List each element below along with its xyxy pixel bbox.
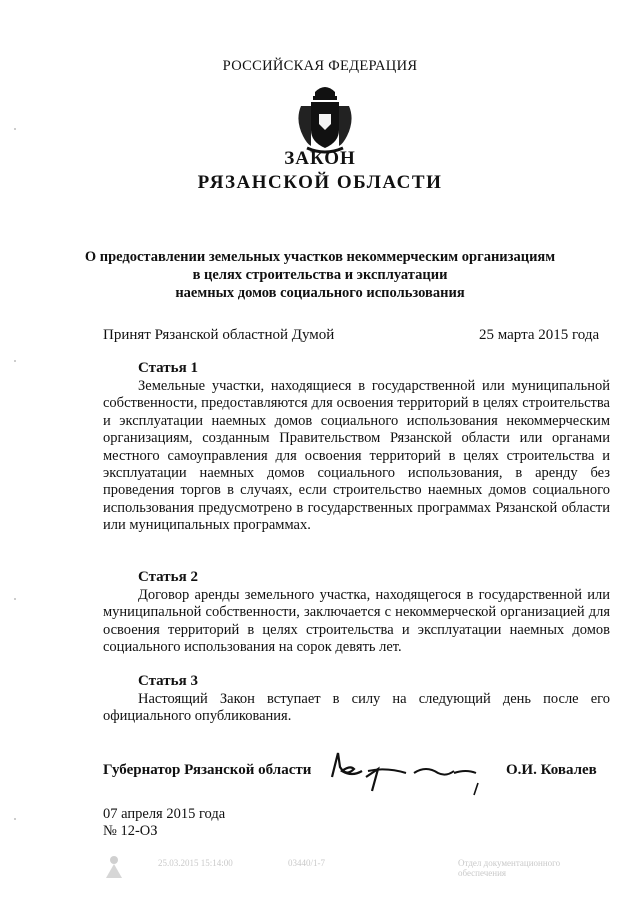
registration-stamp-icon [100, 852, 128, 880]
law-title: ЗАКОН [284, 148, 356, 169]
coat-of-arms-icon [293, 80, 357, 154]
adopted-date: 25 марта 2015 года [479, 327, 600, 343]
law-number: № 12-ОЗ [103, 823, 158, 839]
adopted-by: Принят Рязанской областной Думой [103, 327, 335, 343]
scan-mark [14, 598, 16, 600]
scan-mark [14, 818, 16, 820]
article-text: Договор аренды земельного участка, находящегося в государственной или муниципальной собственности, заключается с некоммерческой организацией для освоения территорий в целях строительства и эксплуатации наемных домов социального использования на сорок девять лет. [103, 587, 610, 656]
signatory-title: Губернатор Рязанской области [103, 762, 312, 778]
article-text: Земельные участки, находящиеся в государственной или муниципальной собственности, предоставляются для освоения территорий в целях строительства и эксплуатации наемных домов социального использования некоммерческим организациям, созданным Правительством Рязанской области или органами местного самоуправления для освоения территорий в целях строительства и эксплуатации наемных домов социального использования, в аренду без проведения торгов в случаях, если строительство наемных домов социального использования предусмотрено в государственных программах Рязанской области или муниципальных программах. [103, 378, 610, 534]
article-text: Настоящий Закон вступает в силу на следующий день после его официального опубликования. [103, 691, 610, 725]
country-name: РОССИЙСКАЯ ФЕДЕРАЦИЯ [222, 58, 418, 74]
stamp-code: 03440/1-7 [288, 858, 325, 868]
handwritten-signature-icon [326, 747, 496, 799]
stamp-timestamp: 25.03.2015 15:14:00 [158, 858, 233, 868]
subject-line-3: наемных домов социального использования [175, 285, 465, 301]
law-region: РЯЗАНСКОЙ ОБЛАСТИ [197, 172, 443, 193]
signatory-name: О.И. Ковалев [506, 762, 597, 778]
article-heading: Статья 2 [138, 569, 198, 585]
issue-date: 07 апреля 2015 года [103, 806, 226, 822]
article-heading: Статья 3 [138, 673, 198, 689]
subject-line-1: О предоставлении земельных участков некоммерческим организациям [84, 249, 556, 265]
scan-mark [14, 128, 16, 130]
subject-line-2: в целях строительства и эксплуатации [192, 267, 448, 283]
scan-mark [14, 360, 16, 362]
article-heading: Статья 1 [138, 360, 198, 376]
stamp-note: Отдел документационного обеспечения [458, 858, 561, 878]
